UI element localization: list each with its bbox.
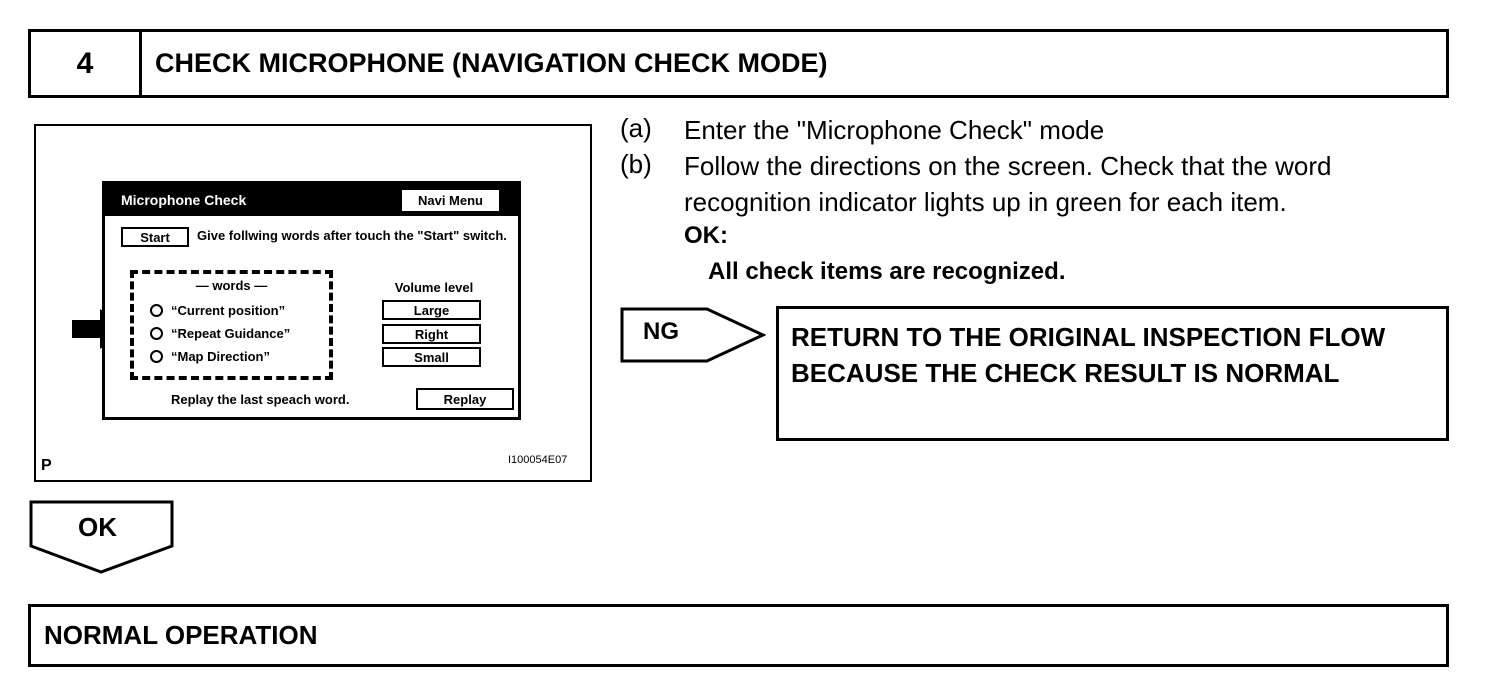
volume-large-button[interactable]: Large — [382, 300, 481, 320]
words-box — [130, 270, 333, 380]
step-b-text: Follow the directions on the screen. Check that the word recognition indicator lights up in green for each item. — [684, 151, 1332, 217]
indicator-circle-icon — [150, 304, 163, 317]
figure-id: I100054E07 — [508, 454, 568, 466]
ng-label: NG — [643, 318, 679, 345]
screen-title-bar — [105, 184, 518, 216]
figure-label: P — [41, 457, 52, 474]
replay-button[interactable]: Replay — [416, 388, 514, 410]
step-a-text: Enter the "Microphone Check" mode — [684, 115, 1105, 145]
ng-arrow-icon — [620, 307, 766, 363]
replay-text: Replay the last speach word. — [171, 392, 350, 407]
word-item — [150, 323, 290, 343]
indicator-circle-icon — [150, 350, 163, 363]
word-text: “Map Direction” — [171, 348, 270, 364]
volume-small-button[interactable]: Small — [382, 347, 481, 367]
illustration-frame — [34, 124, 592, 482]
ok-result: All check items are recognized. — [708, 258, 1066, 285]
word-item — [150, 300, 285, 320]
final-result-box: NORMAL OPERATION — [28, 604, 1449, 667]
volume-right-button[interactable]: Right — [382, 324, 481, 344]
step-title: CHECK MICROPHONE (NAVIGATION CHECK MODE) — [155, 48, 828, 78]
instruction-text: Give follwing words after touch the "Start" switch. — [197, 228, 507, 243]
screen-title: Microphone Check — [121, 192, 247, 208]
volume-level-label: Volume level — [394, 280, 474, 295]
word-text: “Repeat Guidance” — [171, 325, 291, 341]
word-item — [150, 346, 270, 366]
navi-menu-button[interactable]: Navi Menu — [401, 189, 500, 212]
step-b-letter: (b) — [620, 149, 652, 179]
microphone-check-screen — [102, 181, 521, 420]
word-text: “Current position” — [171, 302, 286, 318]
ok-arrow-label: OK — [78, 512, 117, 542]
start-button[interactable]: Start — [121, 227, 189, 247]
step-a-letter: (a) — [620, 113, 652, 143]
ng-result-box: RETURN TO THE ORIGINAL INSPECTION FLOW BECAUSE THE CHECK RESULT IS NORMAL — [776, 306, 1449, 441]
words-label: — words — — [195, 278, 268, 293]
ok-label: OK: — [684, 222, 728, 249]
indicator-circle-icon — [150, 327, 163, 340]
step-number: 4 — [31, 32, 142, 95]
step-header — [28, 29, 1449, 98]
